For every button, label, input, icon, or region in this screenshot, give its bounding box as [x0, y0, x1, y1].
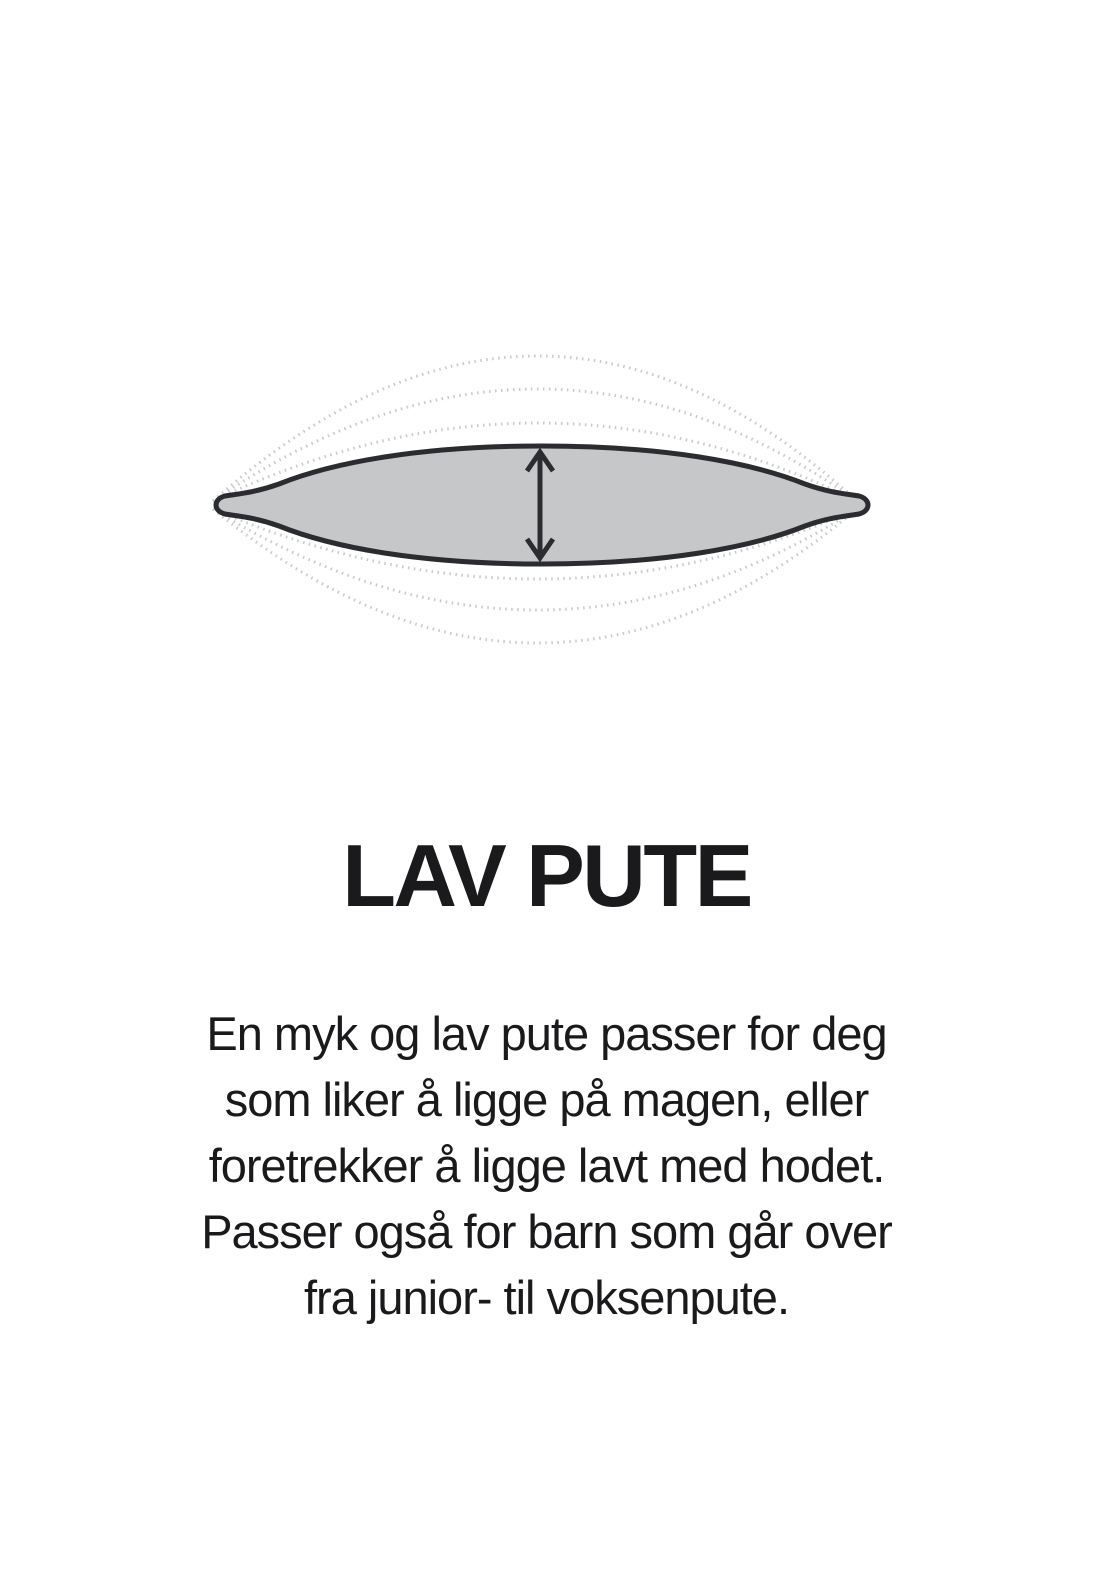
description-line: foretrekker å ligge lavt med hodet.: [208, 1139, 885, 1192]
description-line: fra junior- til voksenpute.: [303, 1271, 790, 1324]
page-title: LAV PUTE: [342, 826, 751, 925]
description-line: Passer også for barn som går over: [201, 1205, 892, 1258]
description-line: En myk og lav pute passer for deg: [206, 1007, 887, 1060]
page-description: [0, 1001, 1093, 1331]
low-pillow-illustration: [207, 343, 877, 667]
description-line: som liker å ligge på magen, eller: [224, 1073, 869, 1126]
